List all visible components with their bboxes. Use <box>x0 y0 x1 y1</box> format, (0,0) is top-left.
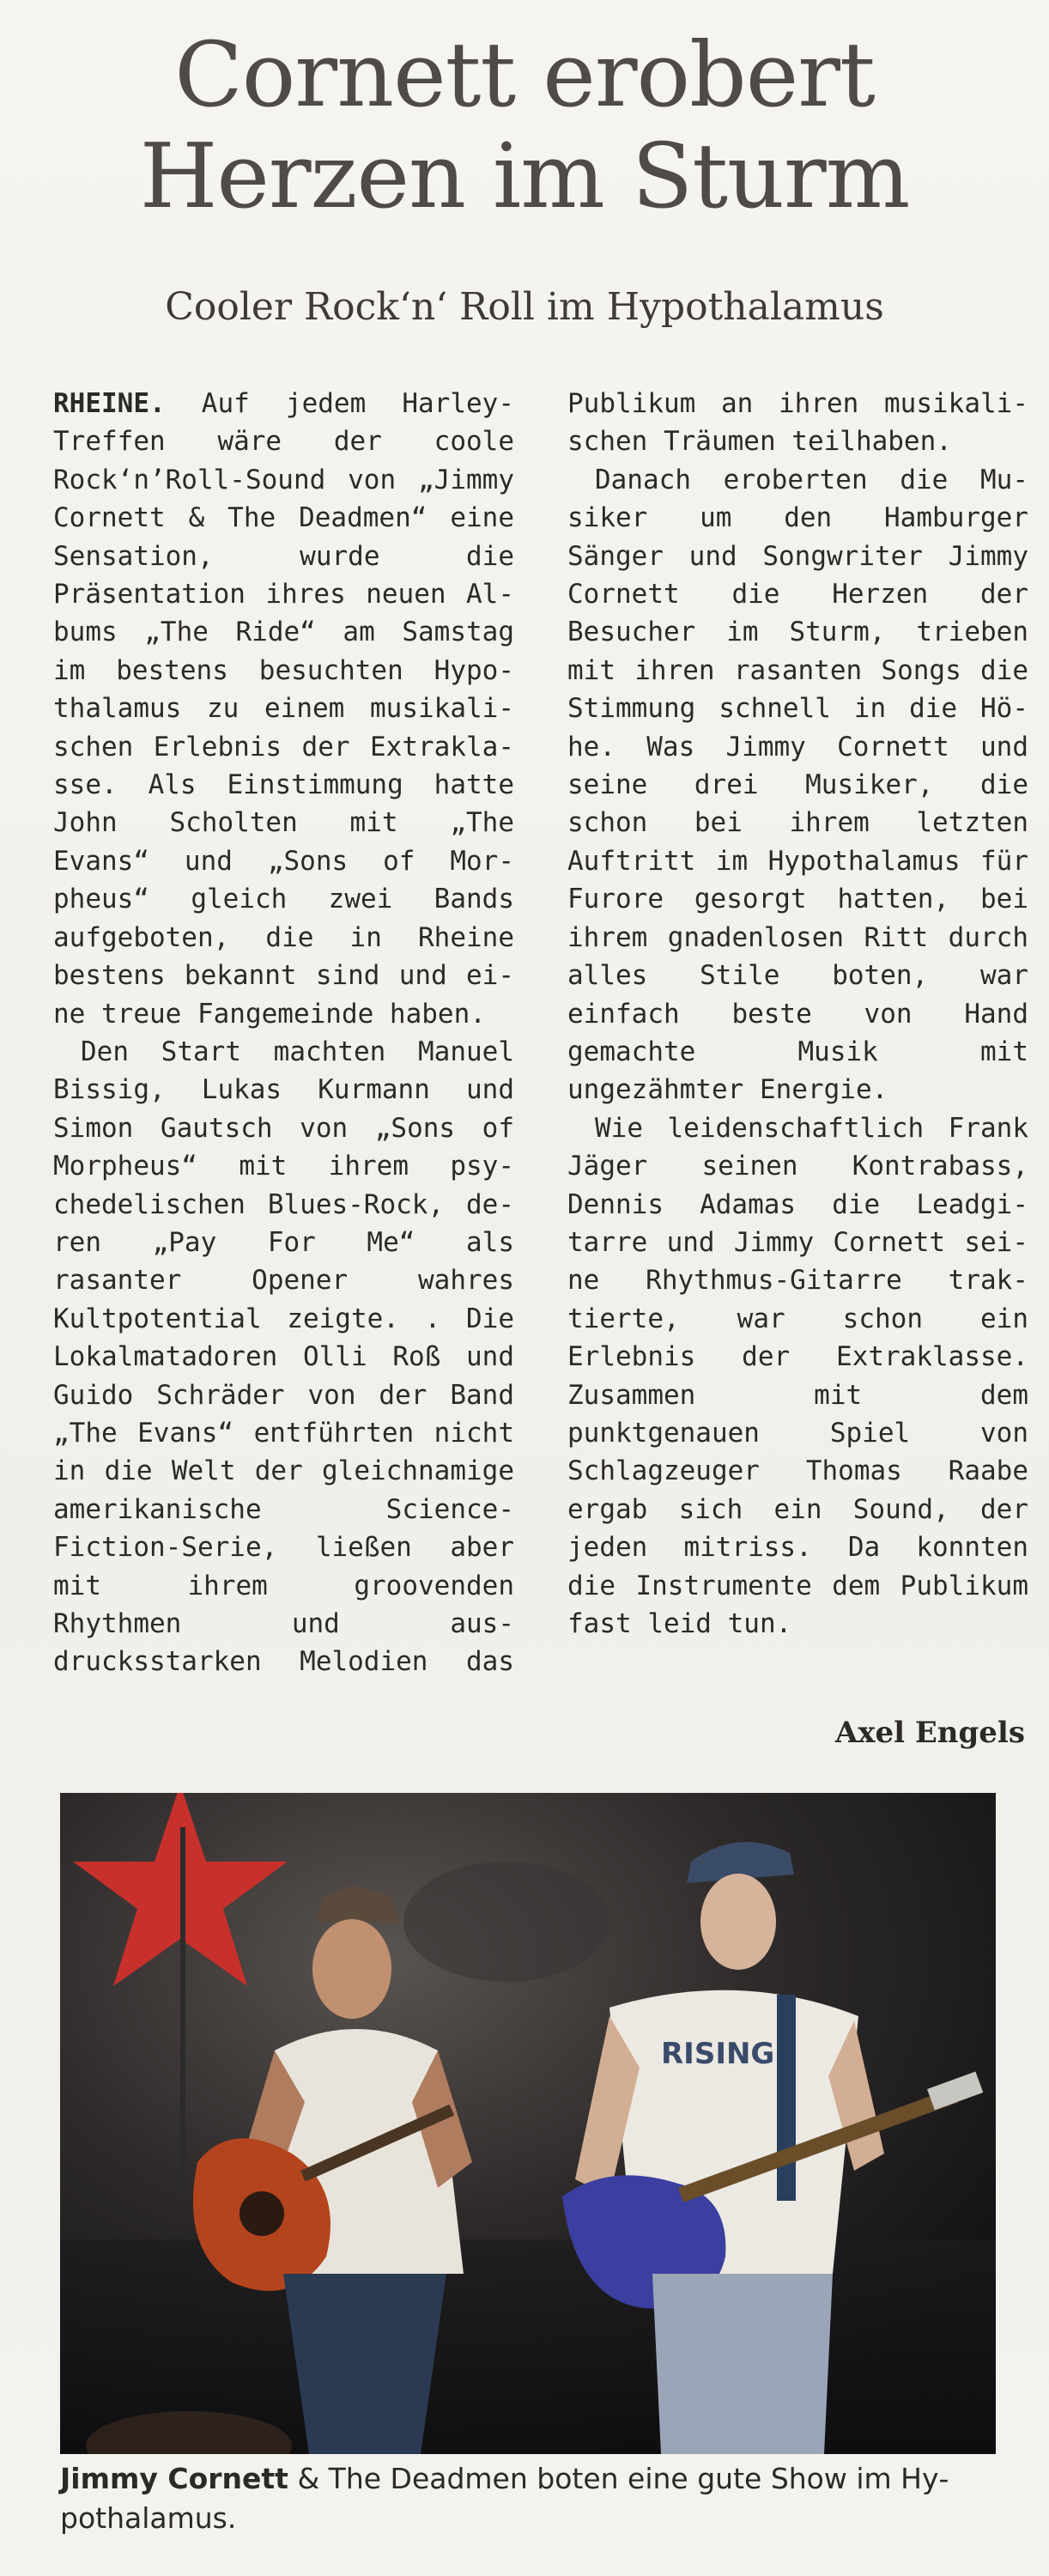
subheadline: Cooler Rock‘n‘ Roll im Hypothalamus <box>165 285 884 329</box>
headline <box>0 24 1049 227</box>
paragraph-4: Wie leidenschaftlich Frank Jäger seinen Kontrabass, Dennis Adamas die Leadgitarre und Jimmy Cornett seine Rhythmus-Gitarre traktierte, war schon ein Erlebnis der Extraklasse. Zusammen mit dem punktgenauen Spiel von Schlagzeuger Thomas Raabe ergab sich ein Sound, der jeden mitriss. Da konnten die Instrumente dem Publikum fast leid tun. <box>567 1112 1028 1639</box>
caption-text: & The Deadmen boten eine gute Show im Hypothalamus. <box>60 2462 949 2535</box>
concert-photo <box>60 1793 996 2454</box>
headline-line-2: Herzen im Sturm <box>139 124 910 228</box>
photo-caption <box>60 2459 996 2538</box>
caption-name: Jimmy Cornett <box>60 2462 288 2495</box>
paragraph-1-text: Auf jedem Harley-Treffen wäre der coole Rock‘n’Roll-Sound von „Jimmy Cornett & The Deadmen“ eine Sensation, wurde die Präsentation ihres neuen Albums „The Ride“ am Samstag im bestens besuchten Hypothalamus zu einem musikalischen Erlebnis der Extraklasse. Als Einstimmung hatte John Scholten mit „The Evans“ und „Sons of Morpheus“ gleich zwei Bands aufgeboten, die in Rheine bestens bekannt sind und eine treue Fangemeinde haben. <box>53 388 515 1030</box>
dateline: RHEINE. <box>53 388 166 419</box>
author-byline: Axel Engels <box>834 1716 1025 1750</box>
paragraph-2: Den Start machten Manuel Bissig, Lukas Kurmann und Simon Gautsch von „Sons of Morpheus“ mit ihrem psychedelischen Blues-Rock, deren „Pay For Me“ als rasanter Opener wahres Kultpotential zeigte. . Die Lokalmatadoren Olli Roß und Guido Schräder von der Band „The Evans“ entführten nicht in die Welt der gleichnamige amerikanische Science-Fiction-Serie, ließen aber mit ihrem groovenden Rhythmen und ausdrucksstarken Melodien das Publikum an ihren musikalischen Träumen teilhaben. <box>53 388 1028 1678</box>
headline-line-1: Cornett erobert <box>174 22 875 127</box>
shirt-text: RISING <box>661 2037 775 2071</box>
paragraph-1 <box>53 385 514 1033</box>
paragraph-3: Danach eroberten die Musiker um den Hamburger Sänger und Songwriter Jimmy Cornett die Herzen der Besucher im Sturm, trieben mit ihren rasanten Songs die Stimmung schnell in die Höhe. Was Jimmy Cornett und seine drei Musiker, die schon bei ihrem letzten Auftritt im Hypothalamus für Furore gesorgt hatten, bei ihrem gnadenlosen Ritt durch alles Stile boten, war einfach beste von Hand gemachte Musik mit ungezähmter Energie. <box>567 464 1028 1106</box>
article-body <box>53 385 1028 1746</box>
